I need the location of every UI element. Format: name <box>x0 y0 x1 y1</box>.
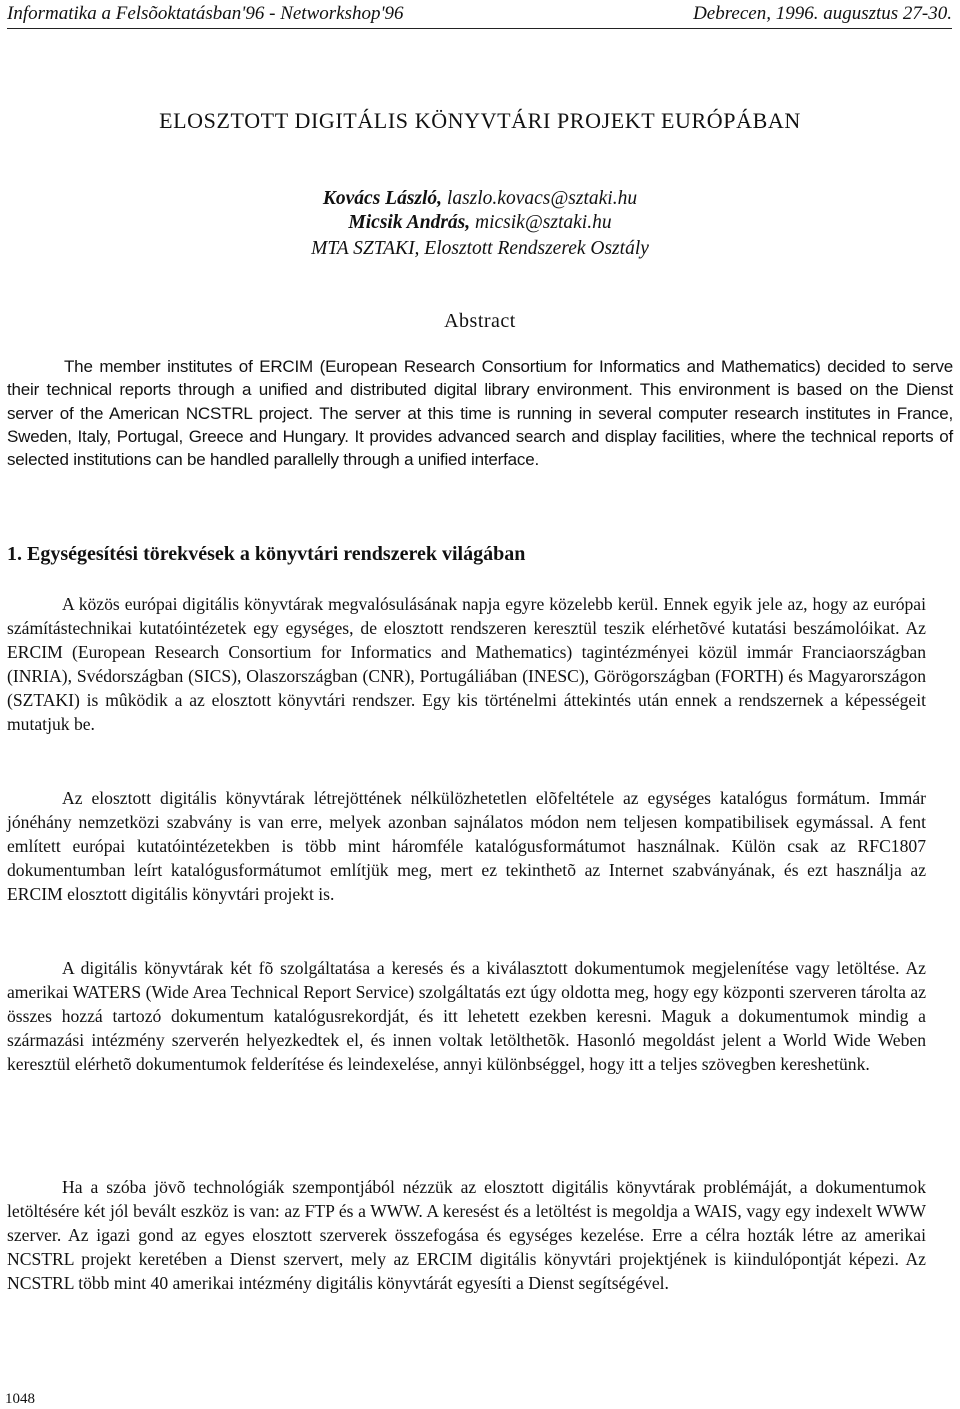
body-paragraph: Ha a szóba jövõ technológiák szempontjából nézzük az elosztott digitális könyvtárak problémáját, a dokumentumok letöltésére két jól bevált eszköz is van: az FTP és a WWW. A keresést és a letöltést is megoldja a WAIS, vagy egy indexelt WWW szerver. Az igazi gond az egyes elosztott szerverek összefogása és egységes kezelése. Erre a célra hozták létre az amerikai NCSTRL projekt keretében a Dienst szervert, mely az ERCIM digitális könyvtári projektjének is kiindulópontját képezi. Az NCSTRL több mint 40 amerikai intézmény digitális könyvtárát egyesíti a Dienst segítségével. <box>7 1177 926 1294</box>
body-paragraph: A közös európai digitális könyvtárak megvalósulásának napja egyre közelebb kerül. Ennek egyik jele az, hogy az európai számítástechnikai kutatóintézetek egy egységes, de elosztott rendszeren keresztül teszik elérhetõvé kutatási beszámolóikat. Az ERCIM (European Research Consortium for Informatics and Mathematics) tagintézményei közül immár Franciaországban (INRIA), Svédországban (SICS), Olaszországban (CNR), Portugáliában (INESC), Görögországban (FORTH) és Magyarországon (SZTAKI) is mûködik a az elosztott könyvtári rendszer. Egy kis történelmi áttekintés után ennek a rendszernek a képességeit mutatjuk be. <box>7 594 926 735</box>
author-1 <box>0 187 960 211</box>
author-name: Kovács László, <box>322 188 443 209</box>
body-paragraph: Az elosztott digitális könyvtárak létrejöttének nélkülözhetetlen elõfeltétele az egységes katalógus formátum. Immár jónéhány nemzetközi szabvány is van erre, melyek azonban sajnálatos módon nem teljesen kompatibilisek egymással. A fent említett európai kutatóintézetekben is több mint háromféle katalógusformátumot használnak. Külön csak az RFC1807 dokumentumban leírt katalógusformátumot említjük meg, mert ez tekinthetõ az Internet szabványának, és ezt használja az ERCIM elosztott digitális könyvtári projekt is. <box>7 788 926 905</box>
author-name: Micsik András, <box>348 212 471 233</box>
abstract-heading: Abstract <box>444 310 516 332</box>
author-email: laszlo.kovacs@sztaki.hu <box>446 188 638 209</box>
author-2 <box>0 211 960 235</box>
header-conference: Informatika a Felsõoktatásban'96 - Networkshop'96 <box>7 3 404 24</box>
abstract-body: The member institutes of ERCIM (European Research Consortium for Informatics and Mathematics) decided to serve their technical reports through a unified and distributed digital library environment. This environment is based on the Dienst server of the American NCSTRL project. The server at this time is running in several computer research institutes in France, Sweden, Italy, Portugal, Greece and Hungary. It provides advanced search and display facilities, where the technical reports of selected institutions can be handled parallelly through a unified interface. <box>7 357 953 470</box>
running-header <box>7 2 952 29</box>
header-location-date: Debrecen, 1996. augusztus 27-30. <box>693 3 952 24</box>
page-number: 1048 <box>5 1391 35 1407</box>
author-list <box>0 187 960 235</box>
affiliation: MTA SZTAKI, Elosztott Rendszerek Osztály <box>311 238 649 259</box>
section-heading: 1. Egységesítési törekvések a könyvtári rendszerek világában <box>7 543 526 565</box>
author-email: micsik@sztaki.hu <box>475 212 612 233</box>
paper-title: ELOSZTOTT DIGITÁLIS KÖNYVTÁRI PROJEKT EURÓPÁBAN <box>159 108 801 133</box>
body-paragraph: A digitális könyvtárak két fõ szolgáltatása a keresés és a kiválasztott dokumentumok megjelenítése vagy letöltése. Az amerikai WATERS (Wide Area Technical Report Service) szolgáltatás ezt úgy oldotta meg, hogy egy központi szerveren tárolta az összes hozzá tartozó dokumentum katalógusrekordját, és itt lehetett ezekben keresni. Maguk a dokumentumok mindig a származási intézmény szerverén helyezkedtek el, és innen voltak letölthetõk. Hasonló megoldást jelent a World Wide Weben keresztül elérhetõ dokumentumok felderítése és leindexelése, annyi különbséggel, hogy itt a teljes szövegben kereshetünk. <box>7 958 926 1075</box>
